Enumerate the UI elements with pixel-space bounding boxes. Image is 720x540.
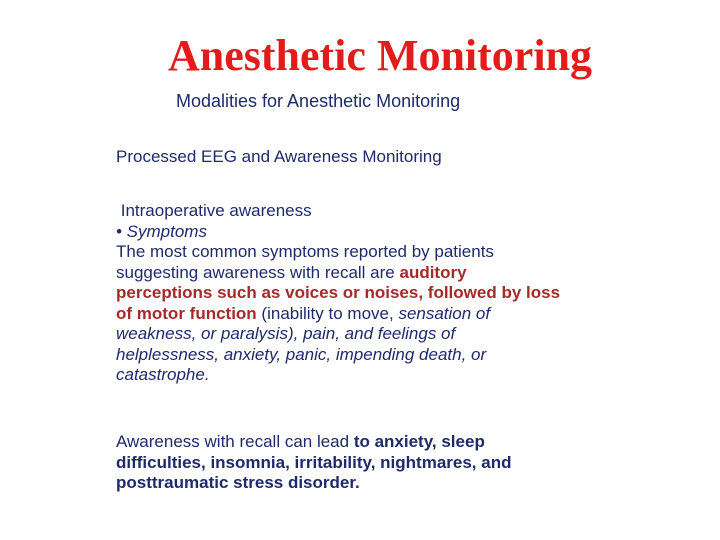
awareness-line-2: difficulties, insomnia, irritability, nightmares, and (116, 452, 512, 472)
slide-subtitle: Modalities for Anesthetic Monitoring (176, 91, 461, 111)
para-line-4-emphasis: of motor function (116, 303, 257, 323)
para-line-7: catastrophe. (116, 365, 210, 384)
awareness-line-1-text: Awareness with recall can lead (116, 432, 354, 451)
awareness-line-3: posttraumatic stress disorder. (116, 473, 360, 492)
symptoms-block (116, 201, 586, 386)
bullet-symptoms: • Symptoms (116, 221, 207, 241)
para-line-3: perceptions such as voices or noises, followed by loss (116, 283, 561, 302)
para-line-6: helplessness, anxiety, panic, impending death, or (116, 344, 487, 364)
para-line-2-text: suggesting awareness with recall are (116, 262, 400, 282)
slide-title: Anesthetic Monitoring (167, 31, 593, 80)
awareness-block (116, 432, 586, 494)
para-line-2 (116, 263, 586, 284)
para-line-2-emphasis: auditory (399, 262, 467, 282)
para-line-1: The most common symptoms reported by patients (116, 242, 494, 261)
section-heading: Processed EEG and Awareness Monitoring (116, 147, 442, 166)
para-line-4 (116, 304, 586, 325)
awareness-line-1-bold: to anxiety, sleep (353, 432, 485, 451)
section-label: Intraoperative awareness (116, 201, 312, 220)
para-line-5: weakness, or paralysis), pain, and feelings of (116, 324, 456, 343)
para-line-4-text: (inability to move, (256, 303, 399, 323)
para-line-4-italic: sensation of (398, 303, 491, 323)
awareness-line-1 (116, 432, 586, 453)
